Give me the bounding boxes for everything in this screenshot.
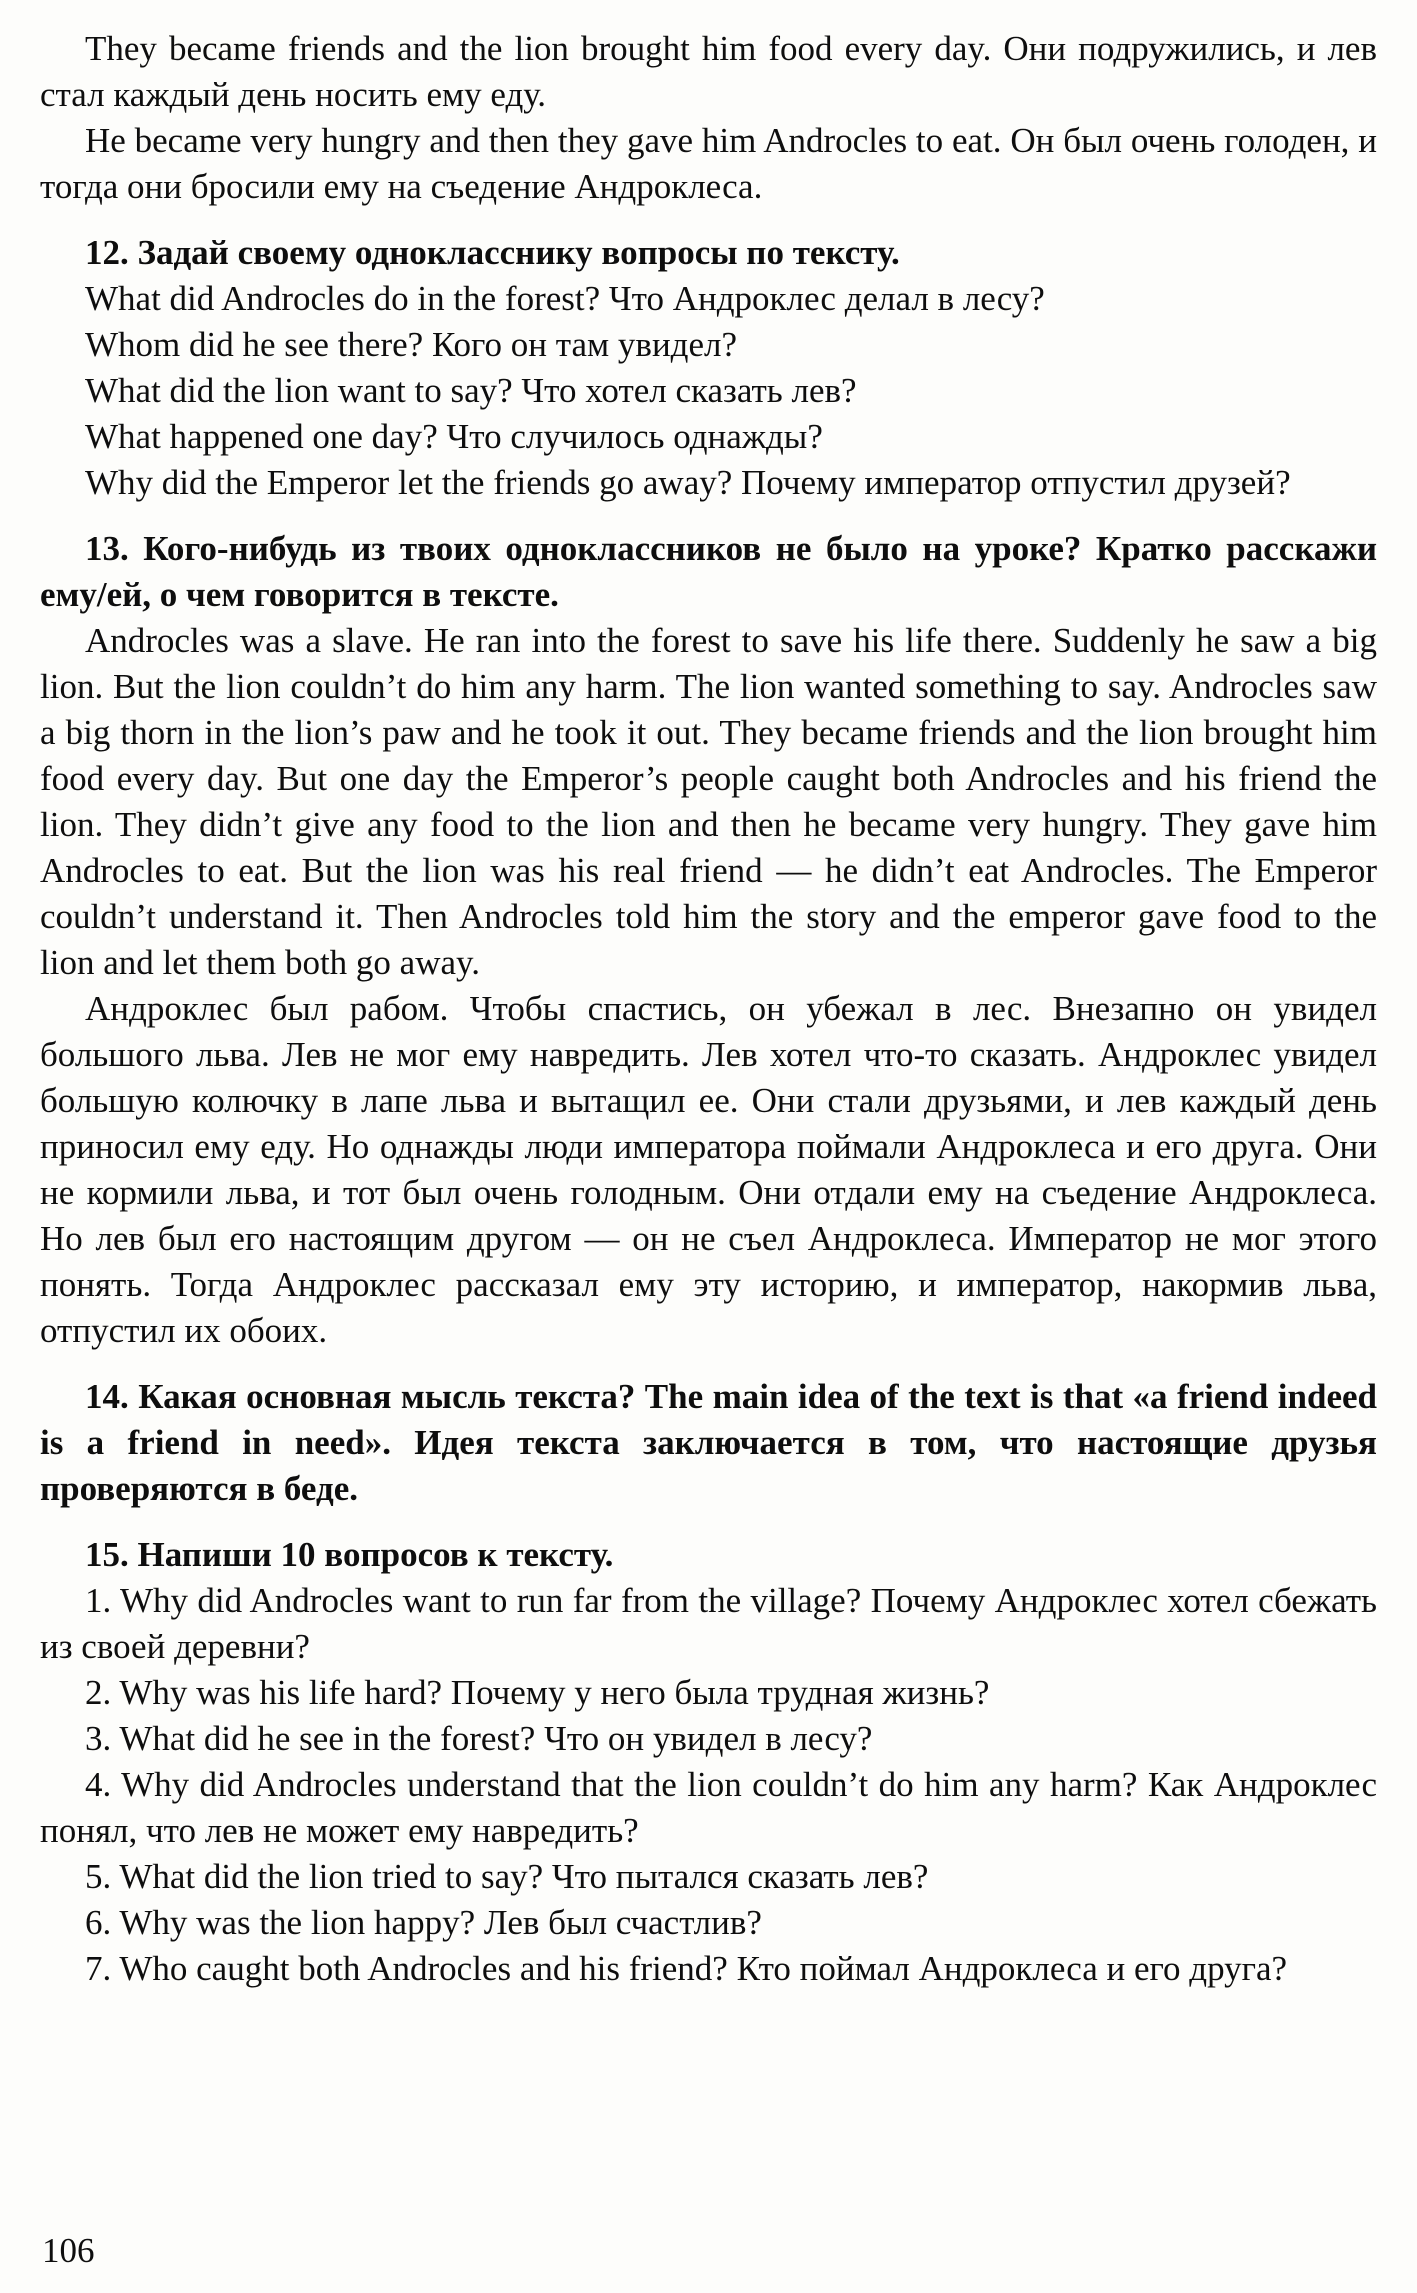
task-12-question-2: Whom did he see there? Кого он там увидел? <box>85 325 738 364</box>
task-12-question-5: Why did the Emperor let the friends go away? Почему император отпустил друзей? <box>85 463 1291 502</box>
task-15-question-7: 7. Who caught both Androcles and his friend? Кто поймал Андроклеса и его друга? <box>85 1949 1288 1988</box>
paragraph-hungry-androcles: He became very hungry and then they gave him Androcles to eat. Он был очень голоден, и тогда они бросили ему на съедение Андроклеса. <box>40 121 1377 206</box>
task-14-heading: 14. Какая основная мысль текста? The main idea of the text is that «a friend indeed is a friend in need». Идея текста заключается в том, что настоящие друзья проверяются в беде. <box>40 1377 1377 1508</box>
task-13-retelling-russian: Андроклес был рабом. Чтобы спастись, он убежал в лес. Внезапно он увидел большого льва. Лев не мог ему навредить. Лев хотел что-то сказать. Андроклес увидел большую колючку в лапе льва и вытащил ее. Они стали друзьями, и лев каждый день приносил ему еду. Но однажды люди императора поймали Андроклеса и его друга. Они не кормили льва, и тот был очень голодным. Они отдали ему на съедение Андроклеса. Но лев был его настоящим другом — он не съел Андроклеса. Император не мог этого понять. Тогда Андроклес рассказал ему эту историю, и император, накормив льва, отпустил их обоих. <box>40 989 1377 1350</box>
task-15-question-1: 1. Why did Androcles want to run far from the village? Почему Андроклес хотел сбежать из своей деревни? <box>40 1581 1377 1666</box>
task-12-question-4: What happened one day? Что случилось однажды? <box>85 417 823 456</box>
task-15-question-3: 3. What did he see in the forest? Что он увидел в лесу? <box>85 1719 873 1758</box>
paragraph-friends-food: They became friends and the lion brought him food every day. Они подружились, и лев стал каждый день носить ему еду. <box>40 29 1377 114</box>
task-15-heading: 15. Напиши 10 вопросов к тексту. <box>85 1535 614 1574</box>
page-number: 106 <box>42 2231 95 2270</box>
task-15-question-4: 4. Why did Androcles understand that the lion couldn’t do him any harm? Как Андроклес понял, что лев не может ему навредить? <box>40 1765 1377 1850</box>
task-15-question-5: 5. What did the lion tried to say? Что пытался сказать лев? <box>85 1857 929 1896</box>
task-15-question-2: 2. Why was his life hard? Почему у него была трудная жизнь? <box>85 1673 990 1712</box>
task-12-question-3: What did the lion want to say? Что хотел сказать лев? <box>85 371 857 410</box>
task-13-heading: 13. Кого-нибудь из твоих одноклассников не было на уроке? Кратко расскажи ему/ей, о чем говорится в тексте. <box>40 529 1377 614</box>
task-15-question-6: 6. Why was the lion happy? Лев был счастлив? <box>85 1903 762 1942</box>
task-13-retelling-english: Androcles was a slave. He ran into the forest to save his life there. Suddenly he saw a big lion. But the lion couldn’t do him any harm. The lion wanted something to say. Androcles saw a big thorn in the lion’s paw and he took it out. They became friends and the lion brought him food every day. But one day the Emperor’s people caught both Androcles and his friend the lion. They didn’t give any food to the lion and then he became very hungry. They gave him Androcles to eat. But the lion was his real friend — he didn’t eat Androcles. The Emperor couldn’t understand it. Then Androcles told him the story and the emperor gave food to the lion and let them both go away. <box>40 621 1377 982</box>
task-12-heading: 12. Задай своему однокласснику вопросы по тексту. <box>85 233 900 272</box>
task-12-question-1: What did Androcles do in the forest? Что Андроклес делал в лесу? <box>85 279 1045 318</box>
